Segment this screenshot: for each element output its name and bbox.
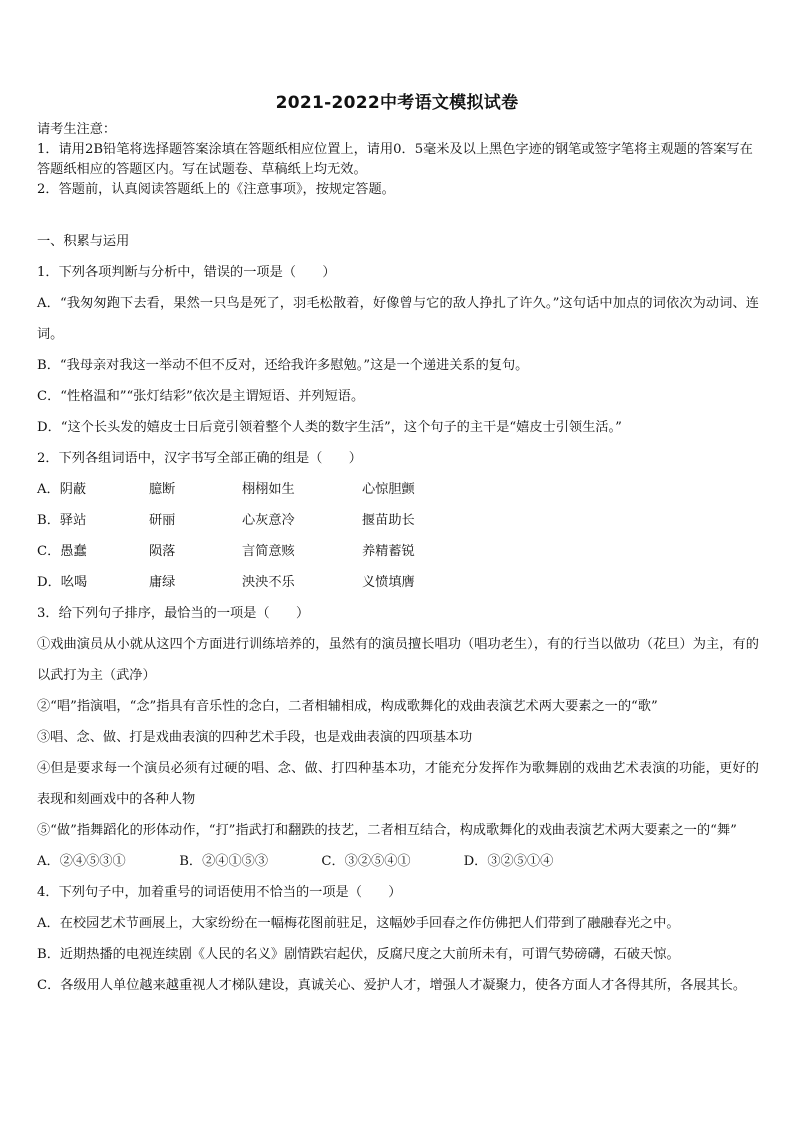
q2-d-word-3: 泱泱不乐 [242, 575, 295, 590]
section-heading: 一、积累与运用 [37, 234, 130, 249]
q3-option-b: B．②④①⑤③ [179, 854, 269, 869]
q2-d-word-4: 义愤填膺 [362, 575, 415, 590]
q2-a-word-1: A．阴蔽 [37, 482, 87, 497]
q2-row-d [37, 567, 759, 598]
q3-sentence-5: ⑤“做”指舞蹈化的形体动作，“打”指武打和翻跌的技艺，二者相互结合，构成歌舞化的戏曲表演艺术两大要素之一的“舞” [37, 823, 737, 838]
notice-block [37, 120, 759, 200]
q2-stem: 2．下列各组词语中，汉字书写全部正确的组是（ ） [37, 451, 362, 466]
q3-options [37, 846, 759, 877]
q3-stem: 3．给下列句子排序，最恰当的一项是（ ） [37, 606, 310, 621]
notice-heading: 请考生注意： [37, 122, 117, 137]
q1-option-c: C．“性格温和”“张灯结彩”依次是主谓短语、并列短语。 [37, 389, 365, 404]
q2-b-word-2: 研丽 [149, 513, 176, 528]
q4-option-a: A．在校园艺术节画展上，大家纷纷在一幅梅花图前驻足，这幅妙手回春之作仿佛把人们带到了融融春光之中。 [37, 916, 680, 931]
q3-option-d: D．③②⑤①④ [463, 854, 554, 869]
q2-c-word-2: 陨落 [149, 544, 176, 559]
q4-option-b: B．近期热播的电视连续剧《人民的名义》剧情跌宕起伏，反腐尺度之大前所未有，可谓气势磅礴，石破天惊。 [37, 947, 680, 962]
q4-stem: 4．下列句子中，加着重号的词语使用不恰当的一项是（ ） [37, 885, 402, 900]
q2-d-word-1: D．吆喝 [37, 575, 88, 590]
q2-c-word-3: 言简意赅 [242, 544, 295, 559]
q1-stem: 1．下列各项判断与分析中，错误的一项是（ ） [37, 265, 336, 280]
q3-sentence-2: ②“唱”指演唱，“念”指具有音乐性的念白，二者相辅相成，构成歌舞化的戏曲表演艺术两大要素之一的“歌” [37, 699, 658, 714]
q3-sentence-3: ③唱、念、做、打是戏曲表演的四种艺术手段，也是戏曲表演的四项基本功 [37, 730, 473, 745]
q2-row-c [37, 536, 759, 567]
q1-option-a: A．“我匆匆跑下去看，果然一只鸟是死了，羽毛松散着，好像曾与它的敌人挣扎了许久。”这句话中加点的词依次为动词、连词。 [37, 296, 759, 342]
q3-option-a: A．②④⑤③① [37, 854, 126, 869]
q1-option-b: B．“我母亲对我这一举动不但不反对，还给我许多慰勉。”这是一个递进关系的复句。 [37, 358, 529, 373]
notice-item-2: 2．答题前，认真阅读答题纸上的《注意事项》，按规定答题。 [37, 182, 395, 197]
q3-sentence-4: ④但是要求每一个演员必须有过硬的唱、念、做、打四种基本功，才能充分发挥作为歌舞剧的戏曲艺术表演的功能，更好的表现和刻画戏中的各种人物 [37, 761, 759, 807]
q2-row-b [37, 505, 759, 536]
q2-a-word-4: 心惊胆颤 [362, 482, 415, 497]
q2-a-word-2: 臆断 [149, 482, 176, 497]
q2-a-word-3: 栩栩如生 [242, 482, 295, 497]
q3-sentence-1: ①戏曲演员从小就从这四个方面进行训练培养的，虽然有的演员擅长唱功（唱功老生），有的行当以做功（花旦）为主，有的以武打为主（武净） [37, 637, 759, 683]
q3-option-c: C．③②⑤④① [321, 854, 411, 869]
q2-row-a [37, 474, 759, 505]
question-content [37, 226, 759, 1001]
q2-c-word-4: 养精蓄锐 [362, 544, 415, 559]
notice-item-1: 1．请用2B铅笔将选择题答案涂填在答题纸相应位置上，请用0．5毫米及以上黑色字迹的钢笔或签字笔将主观题的答案写在答题纸相应的答题区内。写在试题卷、草稿纸上均无效。 [37, 142, 753, 177]
q1-option-d: D．“这个长头发的嬉皮士日后竟引领着整个人类的数字生活”，这个句子的主干是“嬉皮士引领生活。” [37, 420, 622, 435]
q2-c-word-1: C．愚蠢 [37, 544, 87, 559]
q2-b-word-1: B．驿站 [37, 513, 87, 528]
q2-d-word-2: 庸绿 [149, 575, 176, 590]
page-title: 2021-2022中考语文模拟试卷 [275, 93, 519, 113]
q2-b-word-4: 揠苗助长 [362, 513, 415, 528]
q2-b-word-3: 心灰意冷 [242, 513, 295, 528]
q4-option-c: C．各级用人单位越来越重视人才梯队建设，真诚关心、爱护人才，增强人才凝聚力，使各方面人才各得其所，各展其长。 [37, 978, 747, 993]
